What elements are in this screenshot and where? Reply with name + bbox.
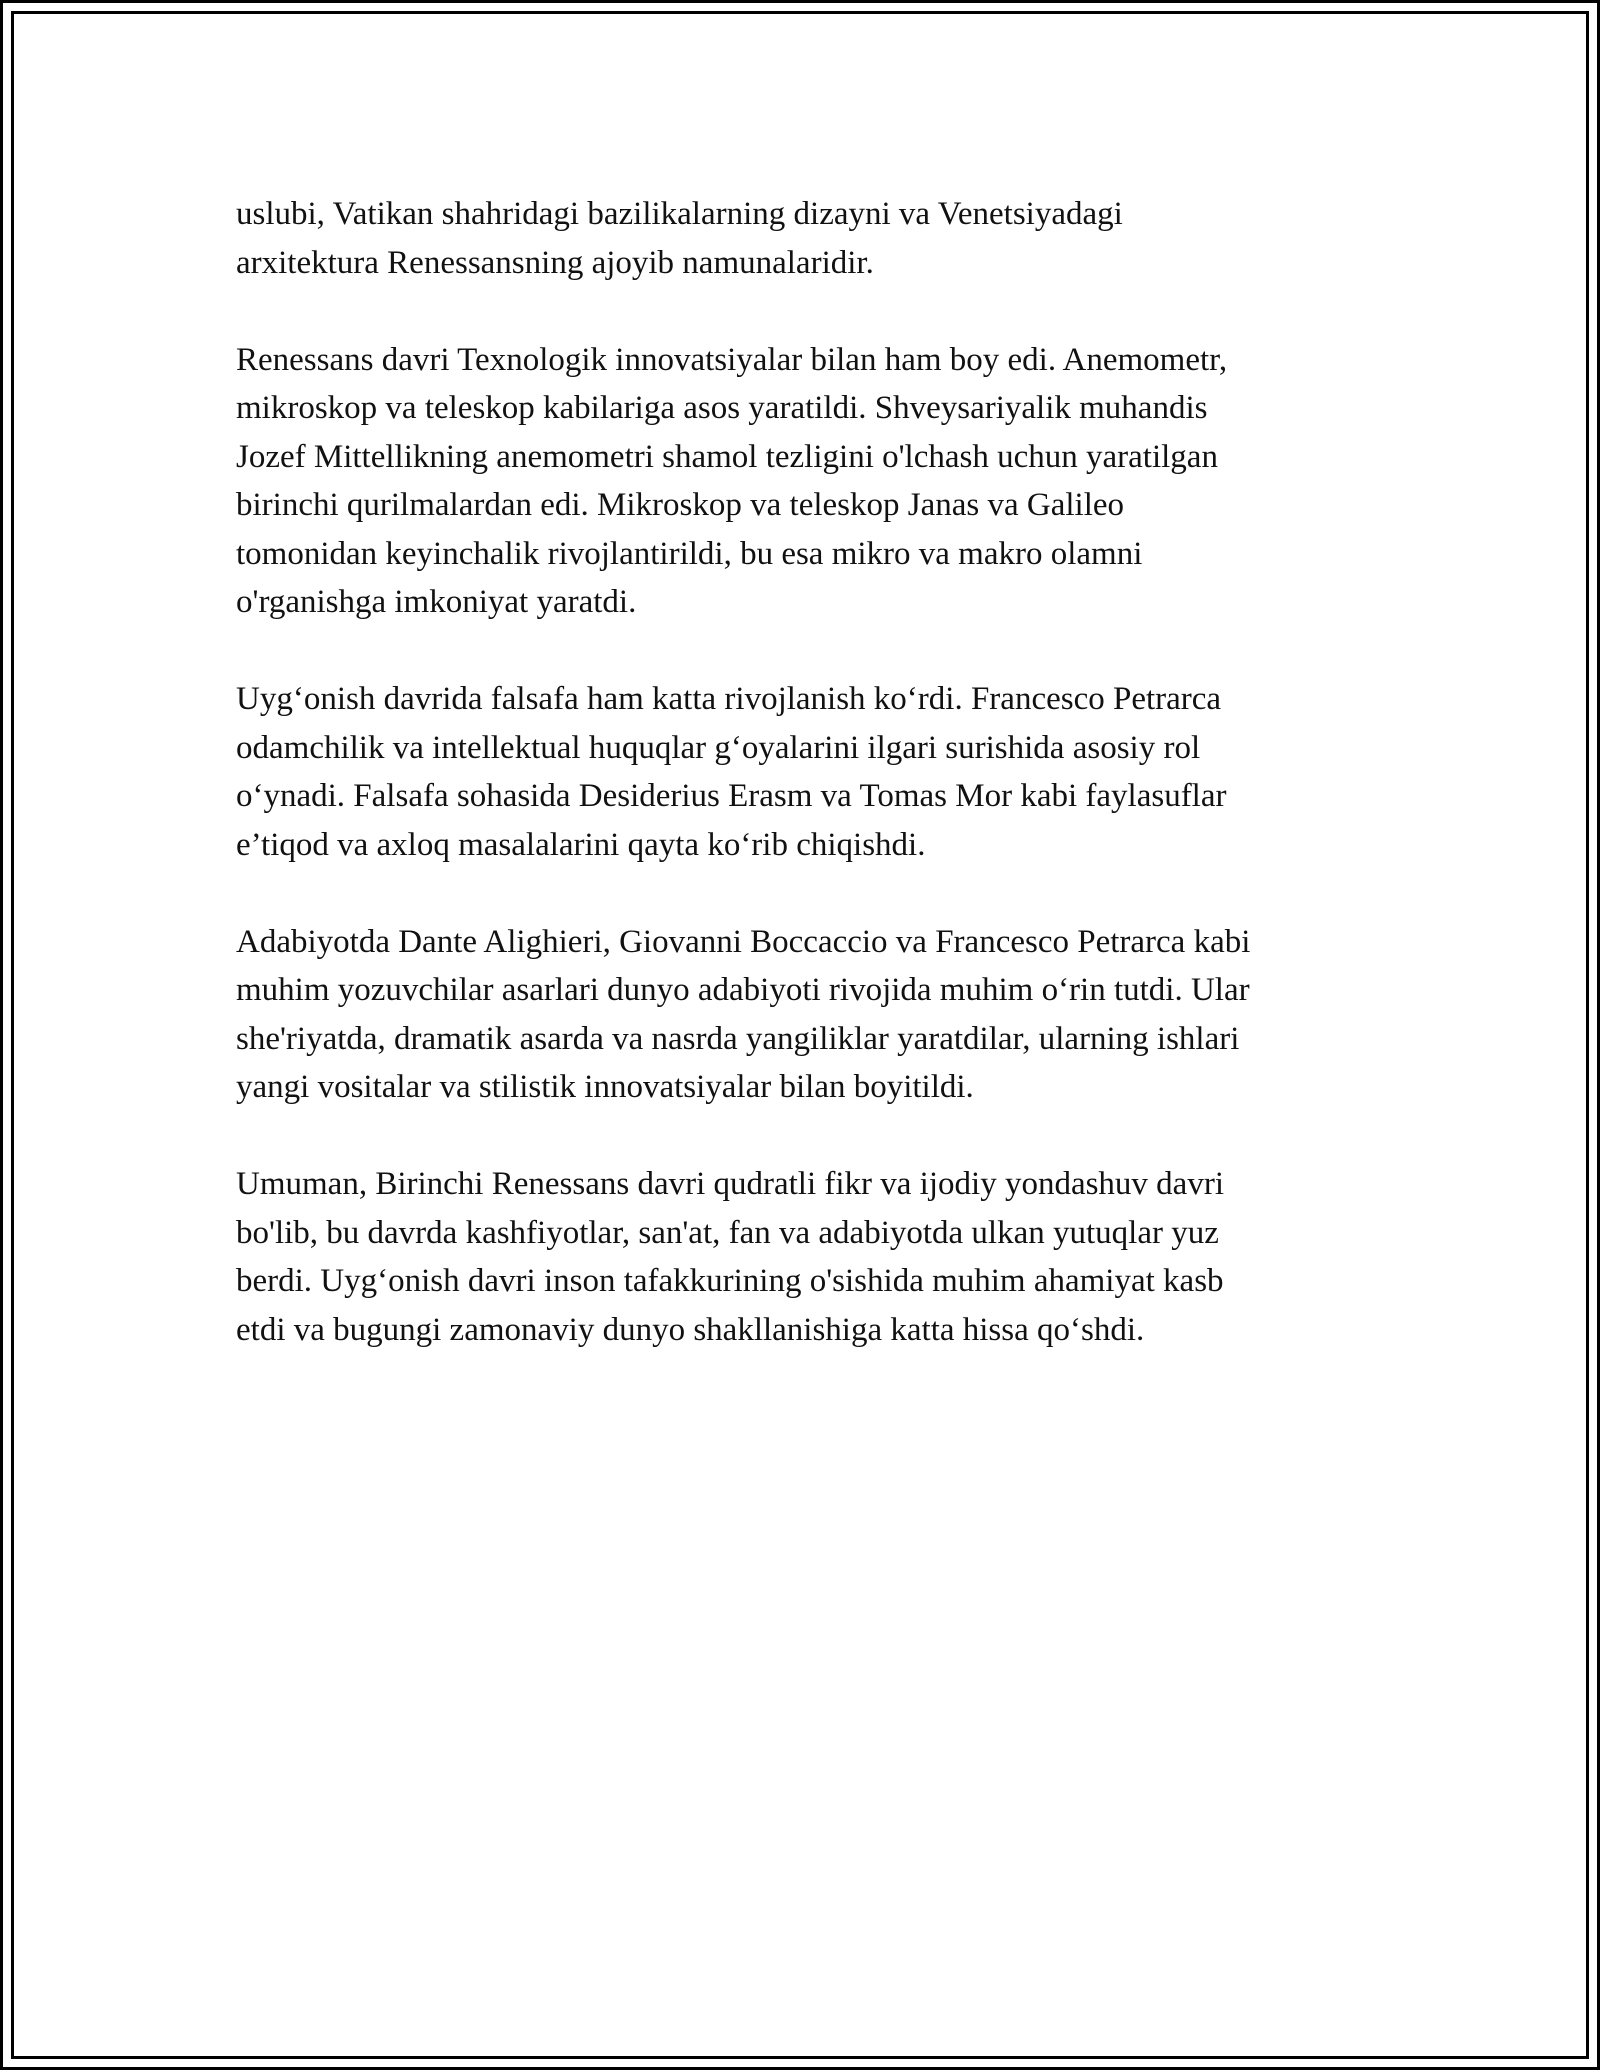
paragraph-conclusion: Umuman, Birinchi Renessans davri qudratli fikr va ijodiy yondashuv davri bo'lib, bu davrda kashfiyotlar, san'at, fan va adabiyotda ulkan yutuqlar yuz berdi. Uyg‘onish davri inson tafakkurining o'sishida muhim ahamiyat kasb etdi va bugungi zamonaviy dunyo shakllanishiga katta hissa qo‘shdi. [236,1166,1224,1348]
paragraph-philosophy: Uyg‘onish davrida falsafa ham katta rivojlanish ko‘rdi. Francesco Petrarca odamchilik va intellektual huquqlar g‘oyalarini ilgari surishida asosiy rol o‘ynadi. Falsafa sohasida Desiderius Erasm va Tomas Mor kabi faylasuflar e’tiqod va axloq masalalarini qayta ko‘rib chiqishdi. [236,681,1227,863]
paragraph-literature: Adabiyotda Dante Alighieri, Giovanni Boccaccio va Francesco Petrarca kabi muhim yozuvchilar asarlari dunyo adabiyoti rivojida muhim o‘rin tutdi. Ular she'riyatda, dramatik asarda va nasrda yangiliklar yaratdilar, ularning ishlari yangi vositalar va stilistik innovatsiyalar bilan boyitildi. [236,923,1251,1105]
paragraph-technology: Renessans davri Texnologik innovatsiyalar bilan ham boy edi. Anemometr, mikroskop va teleskop kabilariga asos yaratildi. Shveysariyalik muhandis Jozef Mittellikning anemometri shamol tezligini o'lchash uchun yaratilgan birinchi qurilmalardan edi. Mikroskop va teleskop Janas va Galileo tomonidan keyinchalik rivojlantirildi, bu esa mikro va makro olamni o'rganishga imkoniyat yaratdi. [236,341,1228,620]
paragraph-architecture: uslubi, Vatikan shahridagi bazilikalarning dizayni va Venetsiyadagi arxitektura Renessansning ajoyib namunalaridir. [236,196,1123,281]
document-body [236,190,1386,1354]
